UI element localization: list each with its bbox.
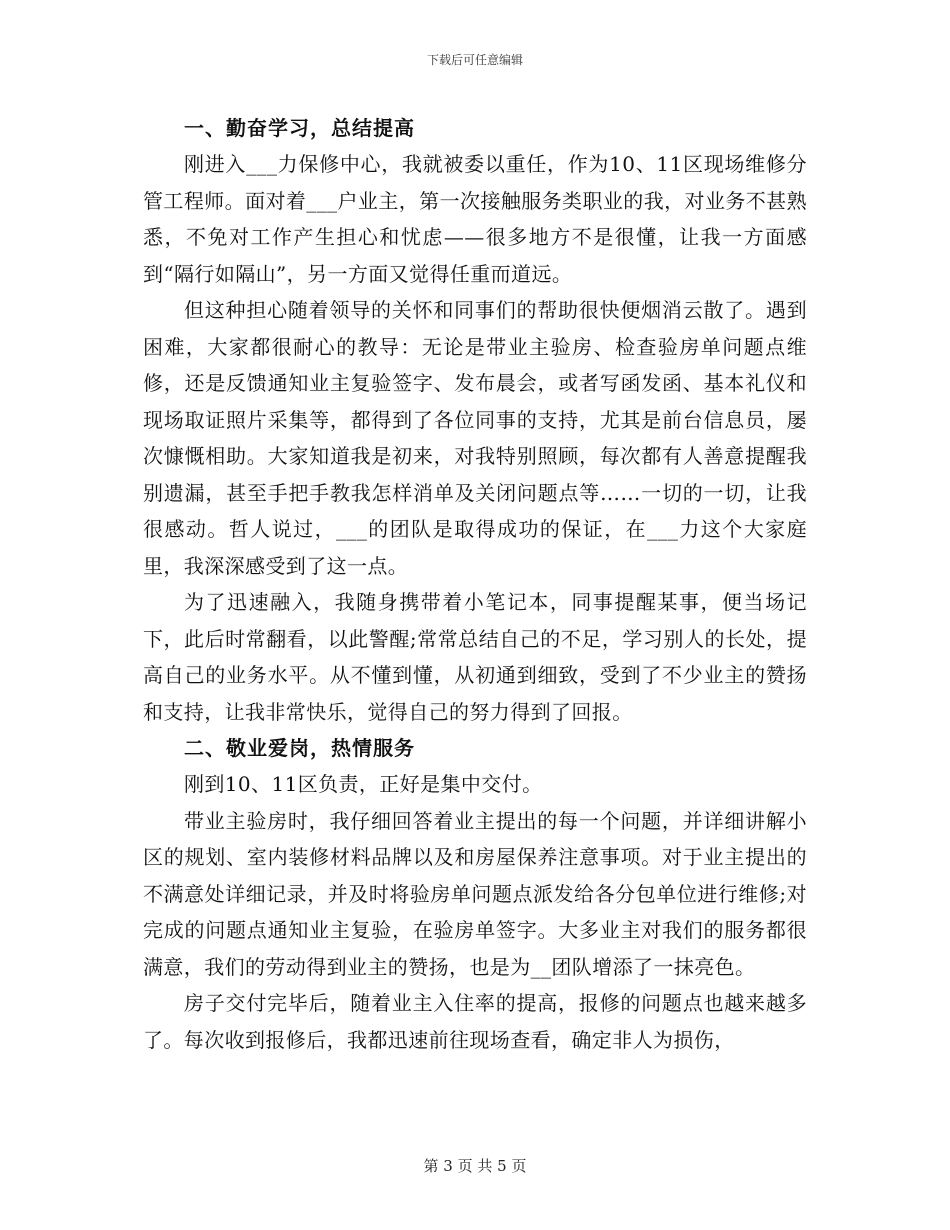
paragraph: 带业主验房时，我仔细回答着业主提出的每一个问题，并详细讲解小区的规划、室内装修材料品牌以及和房屋保养注意事项。对于业主提出的不满意处详细记录，并及时将验房单问题点派发给各分包单位进行维修;对完成的问题点通知业主复验，在验房单签字。大多业主对我们的服务都很满意，我们的劳动得到业主的赞扬，也是为__团队增添了一抹亮色。 (143, 808, 807, 979)
paragraph: 刚到10、11区负责，正好是集中交付。 (184, 772, 543, 796)
paragraph: 但这种担心随着领导的关怀和同事们的帮助很快便烟消云散了。遇到困难，大家都很耐心的教导：无论是带业主验房、检查验房单问题点维修，还是反馈通知业主复验签字、发布晨会，或者写函发函、基本礼仪和现场取证照片采集等，都得到了各位同事的支持，尤其是前台信息员，屡次慷慨相助。大家知道我是初来，对我特别照顾，每次都有人善意提醒我别遗漏，甚至手把手教我怎样消单及关闭问题点等……一切的一切，让我很感动。哲人说过，___的团队是取得成功的保证，在___力这个大家庭里，我深深感受到了这一点。 (143, 298, 807, 578)
section-1 (143, 110, 807, 730)
section-heading: 二、敬业爱岗，热情服务 (184, 736, 415, 760)
paragraph: 刚进入___力保修中心，我就被委以重任，作为10、11区现场维修分管工程师。面对着___户业主，第一次接触服务类职业的我，对业务不甚熟悉，不免对工作产生担心和忧虑——很多地方不是很懂，让我一方面感到“隔行如隔山”，另一方面又觉得任重而道远。 (143, 152, 807, 286)
section-2 (143, 730, 807, 1058)
page-header: 下载后可任意编辑 (426, 53, 523, 67)
document-body (143, 110, 807, 1058)
paragraph: 为了迅速融入，我随身携带着小笔记本，同事提醒某事，便当场记下，此后时常翻看，以此警醒;常常总结自己的不足，学习别人的长处，提高自己的业务水平。从不懂到懂，从初通到细致，受到了不少业主的赞扬和支持，让我非常快乐，觉得自己的努力得到了回报。 (143, 590, 807, 724)
paragraph: 房子交付完毕后，随着业主入住率的提高，报修的问题点也越来越多了。每次收到报修后，我都迅速前往现场查看，确定非人为损伤， (143, 991, 807, 1052)
section-heading: 一、勤奋学习，总结提高 (184, 116, 415, 140)
page-footer: 第 3 页 共 5 页 (423, 1157, 527, 1175)
